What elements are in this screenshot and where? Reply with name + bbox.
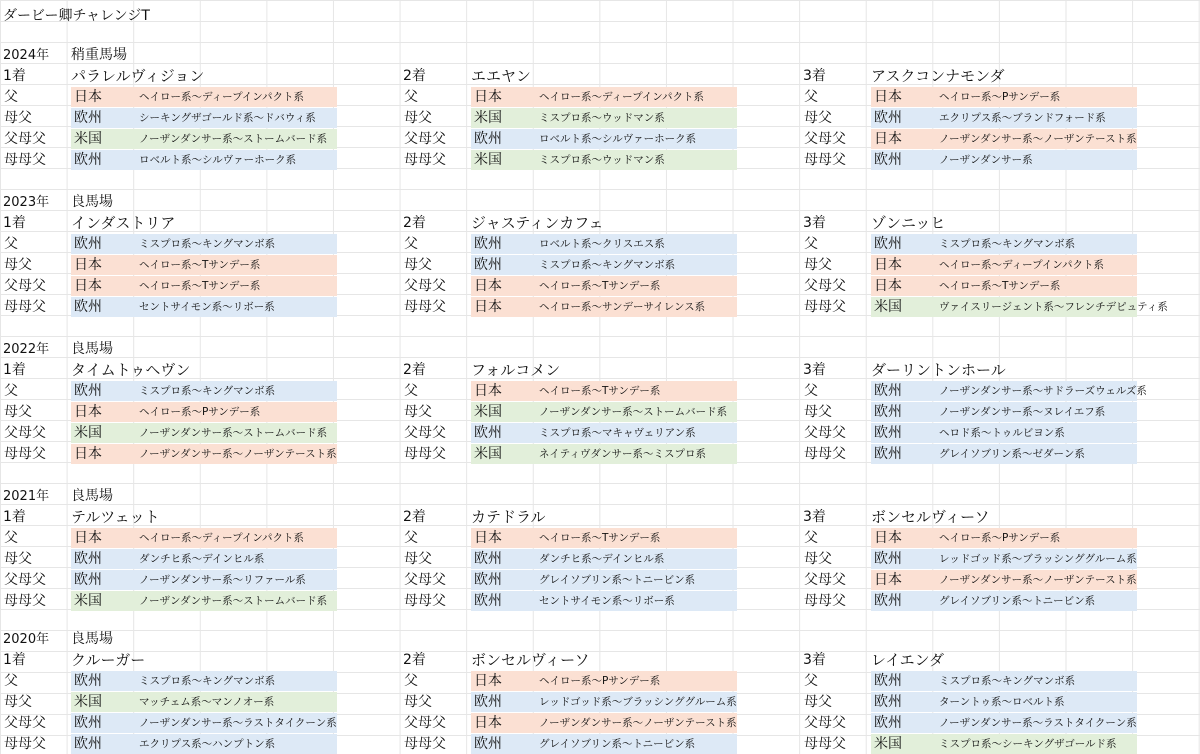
region-cell[interactable] bbox=[871, 255, 1137, 275]
pedigree-role[interactable]: 母母父 bbox=[804, 446, 846, 462]
pedigree-role[interactable]: 母父 bbox=[804, 694, 832, 710]
pedigree-role[interactable]: 父母父 bbox=[4, 131, 46, 147]
region-cell[interactable] bbox=[71, 129, 337, 149]
sire-line-label: グレイソブリン系～トニービン系 bbox=[539, 574, 696, 586]
region-cell[interactable] bbox=[71, 381, 337, 401]
horse-name[interactable]: ジャスティンカフェ bbox=[471, 214, 604, 232]
sire-line-label: ノーザンダンサー系 bbox=[939, 154, 1033, 166]
finish-position[interactable]: 2着 bbox=[403, 215, 426, 231]
region-cell[interactable] bbox=[71, 692, 337, 712]
finish-position[interactable]: 2着 bbox=[403, 68, 426, 84]
region-label: 米国 bbox=[74, 425, 102, 441]
region-label: 日本 bbox=[74, 446, 102, 462]
finish-position[interactable]: 3着 bbox=[803, 362, 826, 378]
sire-line-label: ヘイロー系～ディープインパクト系 bbox=[139, 91, 304, 103]
region-cell[interactable] bbox=[471, 591, 737, 611]
finish-position[interactable]: 1着 bbox=[3, 652, 26, 668]
pedigree-role[interactable]: 母母父 bbox=[4, 299, 46, 315]
horse-name[interactable]: レイエンダ bbox=[871, 651, 945, 669]
pedigree-role[interactable]: 母父 bbox=[4, 110, 32, 126]
region-label: 日本 bbox=[474, 89, 502, 105]
pedigree-role[interactable]: 父 bbox=[404, 673, 418, 689]
race-year[interactable]: 2021年 bbox=[3, 489, 50, 504]
pedigree-role[interactable]: 母母父 bbox=[4, 736, 46, 752]
pedigree-role[interactable]: 父母父 bbox=[804, 572, 846, 588]
sire-line-label: ヘイロー系～Pサンデー系 bbox=[939, 91, 1061, 103]
pedigree-role[interactable]: 父母父 bbox=[404, 572, 446, 588]
region-label: 欧州 bbox=[474, 131, 502, 147]
sire-line-label: マッチェム系～マンノオー系 bbox=[139, 696, 275, 708]
pedigree-role[interactable]: 父 bbox=[4, 236, 18, 252]
region-label: 日本 bbox=[474, 673, 502, 689]
pedigree-role[interactable]: 母母父 bbox=[804, 299, 846, 315]
region-cell[interactable] bbox=[871, 234, 1137, 254]
sire-line-label: ロベルト系～シルヴァーホーク系 bbox=[139, 154, 297, 166]
horse-name[interactable]: ダーリントンホール bbox=[871, 361, 1006, 379]
sire-line-label: グレイソブリン系～トニービン系 bbox=[539, 738, 696, 750]
pedigree-role[interactable]: 母母父 bbox=[804, 152, 846, 168]
finish-position[interactable]: 2着 bbox=[403, 362, 426, 378]
horse-name[interactable]: クルーガー bbox=[71, 651, 146, 669]
region-cell[interactable] bbox=[71, 671, 337, 691]
region-label: 欧州 bbox=[874, 404, 902, 420]
region-cell[interactable] bbox=[471, 713, 737, 733]
pedigree-role[interactable]: 母母父 bbox=[4, 593, 46, 609]
pedigree-role[interactable]: 父 bbox=[4, 530, 18, 546]
region-cell[interactable] bbox=[871, 402, 1137, 422]
pedigree-role[interactable]: 母父 bbox=[4, 257, 32, 273]
region-cell[interactable] bbox=[471, 671, 737, 691]
finish-position[interactable]: 2着 bbox=[403, 509, 426, 525]
pedigree-role[interactable]: 父 bbox=[804, 383, 818, 399]
region-label: 欧州 bbox=[74, 383, 102, 399]
horse-name[interactable]: インダストリア bbox=[71, 214, 176, 232]
region-label: 日本 bbox=[74, 530, 102, 546]
sire-line-label: ミスプロ系～ウッドマン系 bbox=[539, 154, 665, 166]
sire-line-label: ミスプロ系～シーキングザゴールド系 bbox=[939, 738, 1117, 750]
horse-name[interactable]: ボンセルヴィーソ bbox=[871, 508, 990, 526]
region-cell[interactable] bbox=[871, 713, 1137, 733]
pedigree-role[interactable]: 父 bbox=[404, 89, 418, 105]
region-cell[interactable] bbox=[71, 255, 337, 275]
horse-name[interactable]: ゾンニッヒ bbox=[871, 214, 946, 232]
pedigree-role[interactable]: 父 bbox=[804, 89, 818, 105]
sire-line-label: ヘイロー系～サンデーサイレンス系 bbox=[539, 301, 706, 313]
region-label: 米国 bbox=[74, 131, 102, 147]
region-label: 欧州 bbox=[874, 152, 902, 168]
region-label: 欧州 bbox=[74, 110, 102, 126]
pedigree-role[interactable]: 母父 bbox=[404, 110, 432, 126]
region-label: 日本 bbox=[474, 383, 502, 399]
pedigree-role[interactable]: 母父 bbox=[404, 551, 432, 567]
region-label: 欧州 bbox=[74, 673, 102, 689]
region-cell[interactable] bbox=[71, 528, 337, 548]
finish-position[interactable]: 1着 bbox=[3, 362, 26, 378]
pedigree-role[interactable]: 母父 bbox=[804, 110, 832, 126]
finish-position[interactable]: 1着 bbox=[3, 509, 26, 525]
region-label: 欧州 bbox=[474, 425, 502, 441]
region-cell[interactable] bbox=[471, 402, 737, 422]
sire-line-label: ノーザンダンサー系～ストームバード系 bbox=[139, 427, 328, 439]
region-cell[interactable] bbox=[71, 591, 337, 611]
finish-position[interactable]: 3着 bbox=[803, 652, 826, 668]
region-cell[interactable] bbox=[71, 549, 337, 569]
sire-line-label: ネイティヴダンサー系～ミスプロ系 bbox=[539, 448, 706, 460]
race-year[interactable]: 2022年 bbox=[3, 342, 50, 357]
region-cell[interactable] bbox=[871, 129, 1137, 149]
region-cell[interactable] bbox=[871, 692, 1137, 712]
finish-position[interactable]: 2着 bbox=[403, 652, 426, 668]
sire-line-label: ミスプロ系～ウッドマン系 bbox=[539, 112, 665, 124]
pedigree-role[interactable]: 母父 bbox=[804, 257, 832, 273]
pedigree-role[interactable]: 父母父 bbox=[804, 715, 846, 731]
pedigree-role[interactable]: 母母父 bbox=[404, 736, 446, 752]
region-cell[interactable] bbox=[71, 297, 337, 317]
sire-line-label: ヘイロー系～ディープインパクト系 bbox=[939, 259, 1104, 271]
sire-line-label: ヘイロー系～Pサンデー系 bbox=[939, 532, 1061, 544]
region-label: 欧州 bbox=[74, 236, 102, 252]
region-cell[interactable] bbox=[471, 150, 737, 170]
region-cell[interactable] bbox=[71, 570, 337, 590]
sire-line-label: ミスプロ系～キングマンボ系 bbox=[139, 675, 276, 687]
finish-position[interactable]: 3着 bbox=[803, 68, 826, 84]
sire-line-label: エクリプス系～ブランドフォード系 bbox=[939, 112, 1106, 124]
sire-line-label: ヘイロー系～ディープインパクト系 bbox=[539, 91, 704, 103]
finish-position[interactable]: 1着 bbox=[3, 215, 26, 231]
region-cell[interactable] bbox=[871, 381, 1147, 401]
region-label: 日本 bbox=[874, 572, 902, 588]
region-cell[interactable] bbox=[871, 87, 1137, 107]
pedigree-role[interactable]: 母母父 bbox=[404, 446, 446, 462]
region-label: 欧州 bbox=[874, 383, 902, 399]
sire-line-label: エクリプス系～ハンプトン系 bbox=[139, 738, 276, 750]
region-label: 米国 bbox=[74, 593, 102, 609]
region-label: 米国 bbox=[474, 152, 502, 168]
pedigree-role[interactable]: 母父 bbox=[804, 404, 832, 420]
region-label: 日本 bbox=[874, 278, 902, 294]
region-label: 欧州 bbox=[474, 736, 502, 752]
region-label: 欧州 bbox=[474, 593, 502, 609]
pedigree-role[interactable]: 父 bbox=[804, 530, 818, 546]
horse-name[interactable]: アスクコンナモンダ bbox=[871, 67, 1005, 85]
sire-line-label: ノーザンダンサー系～ノーザンテースト系 bbox=[939, 574, 1137, 586]
sire-line-label: ヘイロー系～Tサンデー系 bbox=[539, 532, 661, 544]
region-cell[interactable] bbox=[471, 444, 737, 464]
horse-name[interactable]: エエヤン bbox=[471, 67, 531, 85]
region-cell[interactable] bbox=[871, 734, 1137, 754]
pedigree-role[interactable]: 父母父 bbox=[804, 425, 846, 441]
pedigree-role[interactable]: 父母父 bbox=[4, 425, 46, 441]
region-cell[interactable] bbox=[871, 528, 1137, 548]
pedigree-role[interactable]: 父母父 bbox=[404, 715, 446, 731]
track-condition[interactable]: 稍重馬場 bbox=[71, 47, 127, 63]
region-cell[interactable] bbox=[71, 276, 337, 296]
sire-line-label: ノーザンダンサー系～ノーザンテースト系 bbox=[939, 133, 1137, 145]
sire-line-label: ヘイロー系～Pサンデー系 bbox=[539, 675, 661, 687]
sire-line-label: ミスプロ系～キングマンボ系 bbox=[139, 238, 276, 250]
horse-name[interactable]: パラレルヴィジョン bbox=[71, 67, 205, 85]
region-label: 欧州 bbox=[874, 694, 902, 710]
sire-line-label: ロベルト系～クリスエス系 bbox=[539, 238, 665, 250]
horse-name[interactable]: カテドラル bbox=[471, 508, 546, 526]
region-label: 日本 bbox=[474, 715, 502, 731]
sire-line-label: ダンチヒ系～デインヒル系 bbox=[539, 553, 665, 565]
sire-line-label: ノーザンダンサー系～ラストタイクーン系 bbox=[139, 717, 337, 729]
region-cell[interactable] bbox=[71, 87, 337, 107]
pedigree-role[interactable]: 父 bbox=[4, 673, 18, 689]
region-label: 米国 bbox=[474, 110, 502, 126]
region-cell[interactable] bbox=[471, 255, 737, 275]
track-condition[interactable]: 良馬場 bbox=[71, 631, 113, 647]
sire-line-label: ヘイロー系～Tサンデー系 bbox=[139, 259, 261, 271]
pedigree-role[interactable]: 父 bbox=[404, 530, 418, 546]
track-condition[interactable]: 良馬場 bbox=[71, 488, 113, 504]
sire-line-label: ヘイロー系～Tサンデー系 bbox=[939, 280, 1061, 292]
sire-line-label: ミスプロ系～マキャヴェリアン系 bbox=[539, 427, 696, 439]
region-cell[interactable] bbox=[471, 549, 737, 569]
pedigree-role[interactable]: 父 bbox=[4, 383, 18, 399]
region-label: 欧州 bbox=[874, 446, 902, 462]
pedigree-role[interactable]: 母母父 bbox=[404, 152, 446, 168]
region-label: 日本 bbox=[474, 278, 502, 294]
sire-line-label: ノーザンダンサー系～ノーザンテースト系 bbox=[139, 448, 337, 460]
region-label: 欧州 bbox=[474, 551, 502, 567]
pedigree-role[interactable]: 父母父 bbox=[404, 131, 446, 147]
region-label: 欧州 bbox=[74, 551, 102, 567]
sire-line-label: ヘイロー系～Tサンデー系 bbox=[539, 280, 661, 292]
region-cell[interactable] bbox=[71, 734, 337, 754]
region-cell[interactable] bbox=[871, 150, 1137, 170]
sire-line-label: セントサイモン系～リボー系 bbox=[539, 595, 675, 607]
sire-line-label: ロベルト系～シルヴァーホーク系 bbox=[539, 133, 697, 145]
pedigree-role[interactable]: 父母父 bbox=[404, 278, 446, 294]
region-label: 米国 bbox=[874, 736, 902, 752]
region-label: 欧州 bbox=[74, 152, 102, 168]
pedigree-role[interactable]: 母父 bbox=[4, 551, 32, 567]
region-label: 欧州 bbox=[74, 715, 102, 731]
sire-line-label: ヘイロー系～ディープインパクト系 bbox=[139, 532, 304, 544]
region-cell[interactable] bbox=[471, 276, 737, 296]
race-year[interactable]: 2024年 bbox=[3, 48, 50, 63]
region-label: 米国 bbox=[474, 446, 502, 462]
region-cell[interactable] bbox=[871, 423, 1137, 443]
region-label: 日本 bbox=[874, 257, 902, 273]
finish-position[interactable]: 3着 bbox=[803, 215, 826, 231]
pedigree-role[interactable]: 母母父 bbox=[404, 299, 446, 315]
sire-line-label: ノーザンダンサー系～ストームバード系 bbox=[539, 406, 728, 418]
region-cell[interactable] bbox=[871, 444, 1137, 464]
sire-line-label: ノーザンダンサー系～ラストタイクーン系 bbox=[939, 717, 1137, 729]
sire-line-label: ヘイロー系～Tサンデー系 bbox=[139, 280, 261, 292]
region-cell[interactable] bbox=[871, 108, 1137, 128]
horse-name[interactable]: フォルコメン bbox=[471, 361, 561, 379]
region-cell[interactable] bbox=[871, 549, 1137, 569]
region-label: 欧州 bbox=[74, 572, 102, 588]
region-cell[interactable] bbox=[71, 402, 337, 422]
region-label: 米国 bbox=[474, 404, 502, 420]
region-label: 日本 bbox=[74, 257, 102, 273]
pedigree-role[interactable]: 母父 bbox=[404, 404, 432, 420]
sire-line-label: ノーザンダンサー系～ストームバード系 bbox=[139, 595, 328, 607]
region-label: 日本 bbox=[474, 299, 502, 315]
region-label: 日本 bbox=[74, 89, 102, 105]
horse-name[interactable]: ボンセルヴィーソ bbox=[471, 651, 590, 669]
region-cell[interactable] bbox=[871, 570, 1137, 590]
region-label: 米国 bbox=[874, 299, 902, 315]
race-year[interactable]: 2023年 bbox=[3, 195, 50, 210]
horse-name[interactable]: タイムトゥヘヴン bbox=[71, 361, 191, 379]
sire-line-label: シーキングザゴールド系～ドバウィ系 bbox=[139, 112, 316, 124]
sire-line-label: ヘイロー系～Pサンデー系 bbox=[139, 406, 261, 418]
region-label: 欧州 bbox=[474, 236, 502, 252]
sire-line-label: ノーザンダンサー系～サドラーズウェルズ系 bbox=[939, 385, 1147, 397]
region-cell[interactable] bbox=[471, 108, 737, 128]
sire-line-label: ヴァイスリージェント系～フレンチデピュティ系 bbox=[939, 301, 1168, 313]
pedigree-role[interactable]: 母父 bbox=[404, 694, 432, 710]
region-label: 欧州 bbox=[74, 736, 102, 752]
region-label: 日本 bbox=[874, 530, 902, 546]
sire-line-label: ノーザンダンサー系～ヌレイエフ系 bbox=[939, 406, 1106, 418]
pedigree-role[interactable]: 母父 bbox=[4, 404, 32, 420]
region-label: 欧州 bbox=[874, 236, 902, 252]
region-label: 欧州 bbox=[874, 425, 902, 441]
pedigree-role[interactable]: 母父 bbox=[4, 694, 32, 710]
sire-line-label: ターントゥ系～ロベルト系 bbox=[939, 696, 1065, 708]
pedigree-role[interactable]: 母母父 bbox=[804, 736, 846, 752]
region-label: 日本 bbox=[874, 89, 902, 105]
pedigree-role[interactable]: 母父 bbox=[804, 551, 832, 567]
region-cell[interactable] bbox=[71, 150, 337, 170]
sire-line-label: ミスプロ系～キングマンボ系 bbox=[139, 385, 276, 397]
sire-line-label: ミスプロ系～キングマンボ系 bbox=[939, 675, 1076, 687]
region-label: 日本 bbox=[474, 530, 502, 546]
pedigree-role[interactable]: 父母父 bbox=[4, 278, 46, 294]
region-cell[interactable] bbox=[71, 423, 337, 443]
pedigree-role[interactable]: 母母父 bbox=[4, 446, 46, 462]
pedigree-role[interactable]: 父母父 bbox=[404, 425, 446, 441]
region-label: 米国 bbox=[74, 694, 102, 710]
sire-line-label: セントサイモン系～リボー系 bbox=[139, 301, 275, 313]
sire-line-label: ノーザンダンサー系～リファール系 bbox=[139, 574, 306, 586]
race-year[interactable]: 2020年 bbox=[3, 632, 50, 647]
pedigree-role[interactable]: 父母父 bbox=[4, 715, 46, 731]
pedigree-role[interactable]: 父母父 bbox=[804, 131, 846, 147]
track-condition[interactable]: 良馬場 bbox=[71, 194, 113, 210]
pedigree-role[interactable]: 父 bbox=[804, 673, 818, 689]
sire-line-label: レッドゴッド系～ブラッシンググルーム系 bbox=[539, 696, 737, 708]
region-cell[interactable] bbox=[471, 528, 737, 548]
region-label: 欧州 bbox=[874, 110, 902, 126]
region-cell[interactable] bbox=[871, 591, 1137, 611]
region-cell[interactable] bbox=[471, 381, 737, 401]
sire-line-label: レッドゴッド系～ブラッシンググルーム系 bbox=[939, 553, 1137, 565]
region-label: 欧州 bbox=[874, 715, 902, 731]
region-cell[interactable] bbox=[471, 734, 737, 754]
region-label: 欧州 bbox=[474, 572, 502, 588]
sire-line-label: ミスプロ系～キングマンボ系 bbox=[539, 259, 676, 271]
sire-line-label: ヘロド系～トゥルビヨン系 bbox=[939, 427, 1065, 439]
region-cell[interactable] bbox=[471, 692, 737, 712]
region-label: 日本 bbox=[74, 404, 102, 420]
region-cell[interactable] bbox=[71, 444, 337, 464]
sire-line-label: ミスプロ系～キングマンボ系 bbox=[939, 238, 1076, 250]
region-cell[interactable] bbox=[471, 423, 737, 443]
region-label: 欧州 bbox=[874, 551, 902, 567]
track-condition[interactable]: 良馬場 bbox=[71, 341, 113, 357]
pedigree-role[interactable]: 父 bbox=[404, 236, 418, 252]
region-cell[interactable] bbox=[871, 276, 1137, 296]
region-label: 欧州 bbox=[474, 257, 502, 273]
sire-line-label: ノーザンダンサー系～ストームバード系 bbox=[139, 133, 328, 145]
region-label: 欧州 bbox=[474, 694, 502, 710]
sire-line-label: ノーザンダンサー系～ノーザンテースト系 bbox=[539, 717, 737, 729]
region-cell[interactable] bbox=[71, 713, 337, 733]
sire-line-label: グレイソブリン系～ゼダーン系 bbox=[939, 448, 1085, 460]
sheet-title[interactable]: ダービー卿チャレンジT bbox=[3, 8, 150, 24]
finish-position[interactable]: 3着 bbox=[803, 509, 826, 525]
region-label: 日本 bbox=[74, 278, 102, 294]
region-label: 欧州 bbox=[874, 673, 902, 689]
region-cell[interactable] bbox=[71, 108, 337, 128]
pedigree-role[interactable]: 父 bbox=[4, 89, 18, 105]
region-cell[interactable] bbox=[871, 671, 1137, 691]
pedigree-role[interactable]: 母母父 bbox=[804, 593, 846, 609]
region-cell[interactable] bbox=[471, 297, 737, 317]
pedigree-role[interactable]: 父 bbox=[404, 383, 418, 399]
region-label: 欧州 bbox=[874, 593, 902, 609]
region-label: 欧州 bbox=[74, 299, 102, 315]
pedigree-role[interactable]: 母父 bbox=[404, 257, 432, 273]
region-label: 日本 bbox=[874, 131, 902, 147]
sire-line-label: ヘイロー系～Tサンデー系 bbox=[539, 385, 661, 397]
pedigree-role[interactable]: 父 bbox=[804, 236, 818, 252]
region-cell[interactable] bbox=[471, 570, 737, 590]
pedigree-role[interactable]: 母母父 bbox=[404, 593, 446, 609]
horse-name[interactable]: テルツェット bbox=[71, 508, 160, 526]
finish-position[interactable]: 1着 bbox=[3, 68, 26, 84]
pedigree-role[interactable]: 母母父 bbox=[4, 152, 46, 168]
sire-line-label: ダンチヒ系～デインヒル系 bbox=[139, 553, 265, 565]
region-cell[interactable] bbox=[471, 234, 737, 254]
pedigree-role[interactable]: 父母父 bbox=[804, 278, 846, 294]
sire-line-label: グレイソブリン系～トニービン系 bbox=[939, 595, 1096, 607]
region-cell[interactable] bbox=[71, 234, 337, 254]
region-cell[interactable] bbox=[871, 297, 1168, 317]
region-cell[interactable] bbox=[471, 87, 737, 107]
region-cell[interactable] bbox=[471, 129, 737, 149]
pedigree-role[interactable]: 父母父 bbox=[4, 572, 46, 588]
